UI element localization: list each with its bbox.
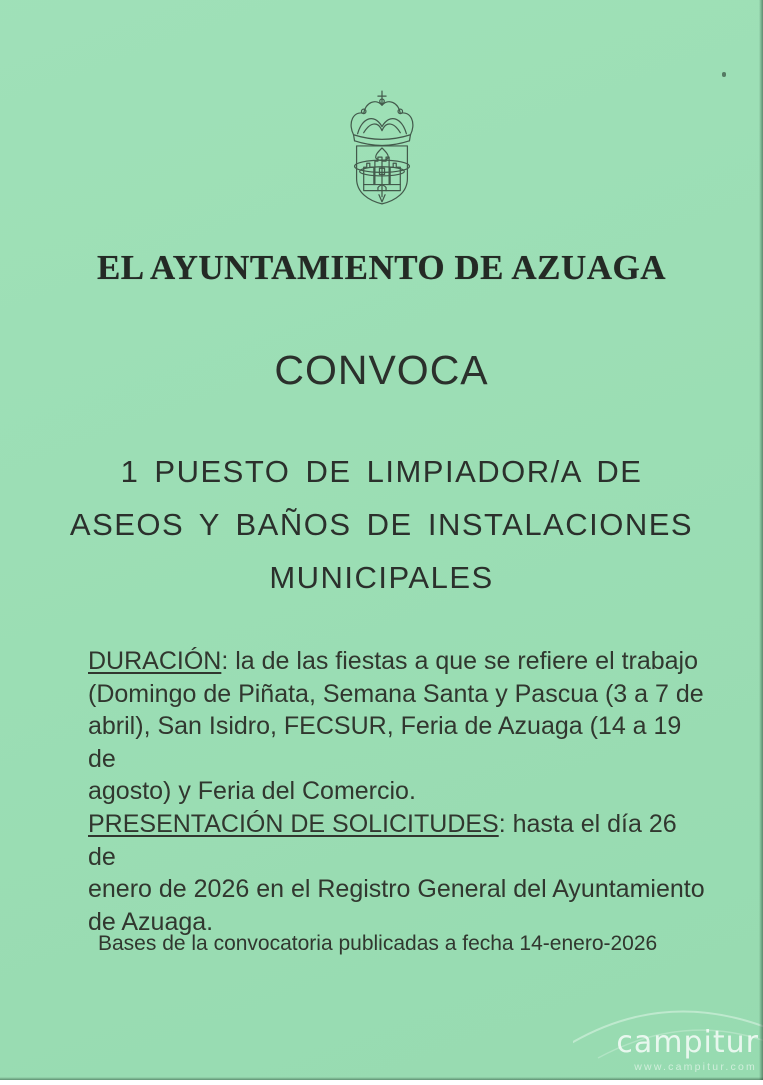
presentacion-line-1-rest: : hasta el día 26 de [88, 810, 677, 871]
scan-edge-right [759, 0, 763, 1080]
duracion-line-1-rest: : la de las fiestas a que se refiere el trabajo [221, 647, 699, 675]
presentacion-label: PRESENTACIÓN DE SOLICITUDES [88, 810, 499, 838]
presentacion-line-3: de Azuaga. [88, 907, 214, 936]
azuaga-coat-of-arms-icon [343, 88, 421, 212]
duracion-line-4: agosto) y Feria del Comercio. [88, 777, 416, 805]
footer-note: Bases de la convocatoria publicadas a fecha 14-enero-2026 [98, 932, 658, 955]
watermark-brand: campitur [616, 1025, 759, 1060]
position-title-line-1: 1 PUESTO DE LIMPIADOR/A DE [120, 454, 643, 489]
watermark-url: www.campitur.com [634, 1061, 757, 1073]
duracion-label: DURACIÓN [88, 647, 222, 675]
watermark-swoosh-icon [573, 1000, 763, 1080]
position-title [0, 445, 763, 604]
campitur-watermark [573, 1000, 763, 1080]
convoca-heading: CONVOCA [274, 347, 489, 393]
duracion-line-1 [88, 645, 708, 678]
coat-of-arms [0, 88, 763, 212]
position-title-line-3: MUNICIPALES [269, 560, 494, 595]
duracion-line-2: (Domingo de Piñata, Semana Santa y Pascua (3 a 7 de [88, 679, 704, 708]
crown-icon [351, 99, 413, 145]
duracion-paragraph [88, 645, 708, 808]
presentacion-line-1 [88, 808, 708, 873]
position-title-line-2: ASEOS Y BAÑOS DE INSTALACIONES [69, 507, 694, 542]
presentacion-paragraph [88, 808, 708, 938]
poster-title: EL AYUNTAMIENTO DE AZUAGA [96, 248, 667, 287]
presentacion-line-2: enero de 2026 en el Registro General del Ayuntamiento [88, 875, 705, 903]
scan-speck [722, 72, 726, 77]
duracion-line-3: abril), San Isidro, FECSUR, Feria de Azuaga (14 a 19 de [88, 712, 682, 773]
